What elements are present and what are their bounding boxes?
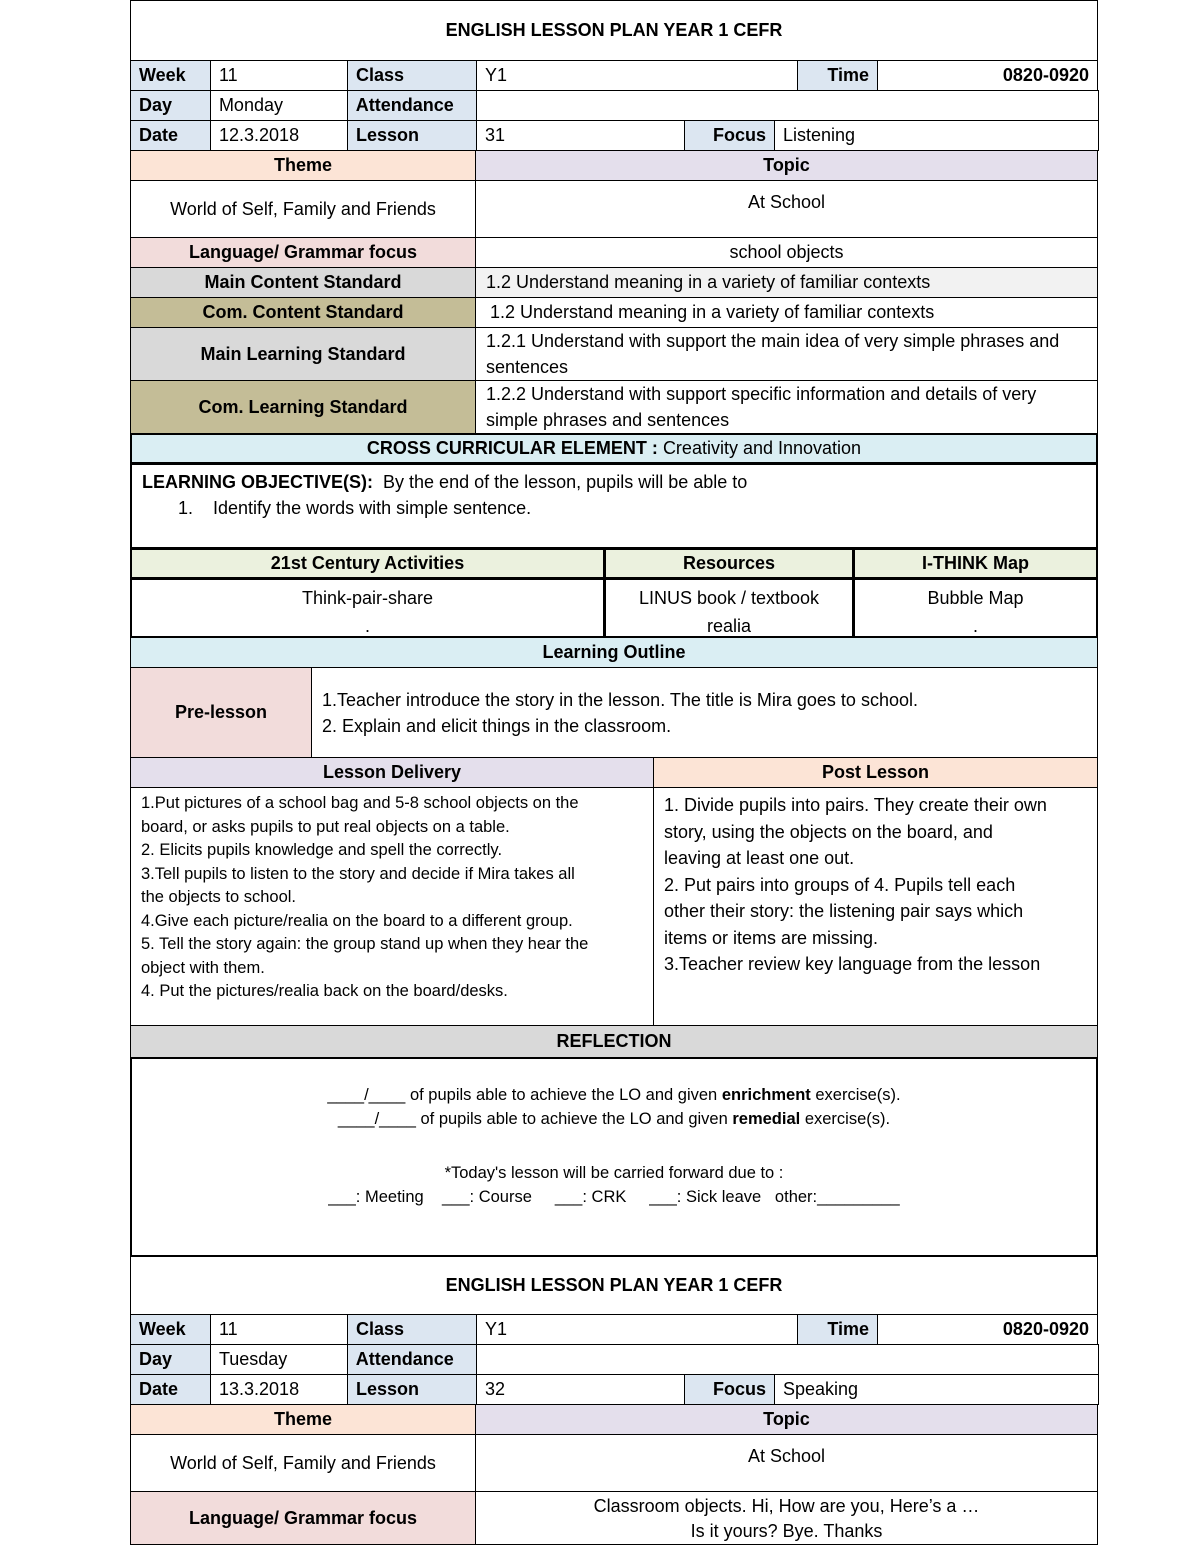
post-line: leaving at least one out. bbox=[664, 848, 855, 868]
grammar-line: Classroom objects. Hi, How are you, Here’s a … bbox=[593, 1496, 980, 1516]
date-value: 12.3.2018 bbox=[210, 120, 348, 151]
resources-label: Resources bbox=[604, 548, 854, 579]
com-learning-label: Com. Learning Standard bbox=[130, 380, 476, 434]
delivery-line: 3.Tell pupils to listen to the story and decide if Mira takes all bbox=[141, 864, 575, 883]
time-label: Time bbox=[797, 60, 878, 91]
pre-lesson-label: Pre-lesson bbox=[130, 667, 312, 758]
reflection-text: ____/____ of pupils able to achieve the LO and given bbox=[337, 1110, 733, 1128]
plan2-title-row bbox=[130, 1256, 1098, 1314]
resource-line: LINUS book / textbook bbox=[638, 588, 820, 608]
resources-value bbox=[604, 578, 854, 638]
main-content-value: 1.2 Understand meaning in a variety of familiar contexts bbox=[475, 267, 1098, 298]
ithink-line: Bubble Map bbox=[927, 588, 1024, 608]
plan1-reflection-header-row bbox=[130, 1025, 1098, 1057]
lesson-delivery-value bbox=[130, 787, 654, 1026]
resource-line: realia bbox=[706, 616, 752, 636]
grammar-line: Is it yours? Bye. Thanks bbox=[690, 1521, 883, 1541]
plan1-delivery-header-row bbox=[130, 757, 1098, 787]
plan1-theme-header-row bbox=[130, 150, 1098, 180]
pre-lesson-value bbox=[311, 667, 1098, 758]
attendance-label: Attendance bbox=[347, 90, 477, 121]
plan-title: ENGLISH LESSON PLAN YEAR 1 CEFR bbox=[130, 1256, 1098, 1315]
pre-lesson-line: 2. Explain and elicit things in the classroom. bbox=[322, 715, 672, 736]
focus-value: Listening bbox=[774, 120, 1099, 151]
grammar-label: Language/ Grammar focus bbox=[130, 1491, 476, 1545]
ithink-value bbox=[853, 578, 1098, 638]
main-learning-label: Main Learning Standard bbox=[130, 327, 476, 381]
day-value: Monday bbox=[210, 90, 348, 121]
topic-value: At School bbox=[475, 1434, 1098, 1492]
plan1-grammar-row bbox=[130, 237, 1098, 267]
class-value: Y1 bbox=[476, 60, 798, 91]
pre-lesson-line: 1.Teacher introduce the story in the lesson. The title is Mira goes to school. bbox=[322, 689, 918, 710]
cross-value: Creativity and Innovation bbox=[662, 438, 862, 459]
cross-curricular bbox=[130, 433, 1098, 464]
lesson-label: Lesson bbox=[347, 1374, 477, 1405]
delivery-line: 2. Elicits pupils knowledge and spell the correctly. bbox=[141, 841, 503, 859]
lesson-value: 31 bbox=[476, 120, 685, 151]
plan2-grammar-row bbox=[130, 1491, 1098, 1544]
lesson-label: Lesson bbox=[347, 120, 477, 151]
theme-value: World of Self, Family and Friends bbox=[130, 180, 476, 238]
main-content-label: Main Content Standard bbox=[130, 267, 476, 298]
objective-item: 1. Identify the words with simple sentence. bbox=[178, 498, 532, 518]
focus-label: Focus bbox=[684, 120, 775, 151]
plan1-main-content-row bbox=[130, 267, 1098, 297]
reflection-body bbox=[130, 1057, 1098, 1257]
topic-label: Topic bbox=[475, 150, 1098, 181]
time-label: Time bbox=[797, 1314, 878, 1345]
focus-label: Focus bbox=[684, 1374, 775, 1405]
plan1-date-row bbox=[130, 120, 1098, 150]
plan2-date-row bbox=[130, 1374, 1098, 1404]
plan1-day-row bbox=[130, 90, 1098, 120]
theme-label: Theme bbox=[130, 1404, 476, 1435]
cross-label: CROSS CURRICULAR ELEMENT : bbox=[366, 438, 658, 459]
reflection-bold: enrichment bbox=[721, 1086, 811, 1104]
post-line: 3.Teacher review key language from the lesson bbox=[664, 954, 1041, 974]
plan1-pre-lesson-row bbox=[130, 667, 1098, 757]
focus-value: Speaking bbox=[774, 1374, 1099, 1405]
activities-label: 21st Century Activities bbox=[130, 548, 605, 579]
main-learning-value: 1.2.1 Understand with support the main idea of very simple phrases and sentences bbox=[475, 327, 1098, 381]
post-line: 2. Put pairs into groups of 4. Pupils tell each bbox=[664, 874, 1016, 895]
lesson-delivery-label: Lesson Delivery bbox=[130, 757, 654, 788]
week-value: 11 bbox=[210, 60, 348, 91]
delivery-line: 4. Put the pictures/realia back on the board/desks. bbox=[141, 982, 508, 1000]
grammar-value bbox=[475, 1491, 1098, 1545]
ithink-line: . bbox=[972, 616, 978, 636]
com-content-value: 1.2 Understand meaning in a variety of familiar contexts bbox=[475, 297, 1098, 328]
time-value: 0820-0920 bbox=[877, 1314, 1098, 1345]
plan1-activities-row bbox=[130, 578, 1098, 637]
class-value: Y1 bbox=[476, 1314, 798, 1345]
theme-label: Theme bbox=[130, 150, 476, 181]
plan1-cross-row bbox=[130, 433, 1098, 463]
week-label: Week bbox=[130, 60, 211, 91]
delivery-line: 5. Tell the story again: the group stand up when they hear the bbox=[141, 935, 589, 953]
grammar-value: school objects bbox=[475, 237, 1098, 268]
post-lesson-value bbox=[653, 787, 1098, 1026]
plan1-outline-row bbox=[130, 637, 1098, 667]
class-label: Class bbox=[347, 60, 477, 91]
plan2-week-row bbox=[130, 1314, 1098, 1344]
activity-line: Think-pair-share bbox=[301, 588, 434, 608]
lesson-plan-sheet bbox=[130, 0, 1098, 1544]
reflection-text: exercise(s). bbox=[800, 1110, 891, 1128]
delivery-line: object with them. bbox=[141, 958, 265, 977]
plan1-title-row bbox=[130, 0, 1098, 60]
date-label: Date bbox=[130, 120, 211, 151]
attendance-label: Attendance bbox=[347, 1344, 477, 1375]
reflection-bold: remedial bbox=[732, 1110, 801, 1128]
plan2-theme-header-row bbox=[130, 1404, 1098, 1434]
plan1-reflection-row bbox=[130, 1057, 1098, 1256]
post-line: items or items are missing. bbox=[664, 927, 879, 948]
learning-objectives bbox=[130, 463, 1098, 549]
day-label: Day bbox=[130, 1344, 211, 1375]
topic-label: Topic bbox=[475, 1404, 1098, 1435]
day-label: Day bbox=[130, 90, 211, 121]
week-label: Week bbox=[130, 1314, 211, 1345]
plan-title: ENGLISH LESSON PLAN YEAR 1 CEFR bbox=[130, 0, 1098, 61]
post-line: 1. Divide pupils into pairs. They create their own bbox=[664, 795, 1047, 815]
plan1-com-content-row bbox=[130, 297, 1098, 327]
plan1-week-row bbox=[130, 60, 1098, 90]
week-value: 11 bbox=[210, 1314, 348, 1345]
learning-outline-label: Learning Outline bbox=[130, 637, 1098, 668]
objectives-intro: By the end of the lesson, pupils will be able to bbox=[383, 472, 748, 492]
date-value: 13.3.2018 bbox=[210, 1374, 348, 1405]
delivery-line: the objects to school. bbox=[141, 888, 297, 906]
plan1-main-learning-row bbox=[130, 327, 1098, 380]
attendance-value bbox=[476, 1344, 1099, 1375]
reflection-reasons: ___: Meeting ___: Course ___: CRK ___: Sick leave other:_________ bbox=[328, 1188, 900, 1206]
lesson-value: 32 bbox=[476, 1374, 685, 1405]
plan2-theme-row bbox=[130, 1434, 1098, 1491]
theme-value: World of Self, Family and Friends bbox=[130, 1434, 476, 1492]
grammar-label: Language/ Grammar focus bbox=[130, 237, 476, 268]
plan1-activities-header-row bbox=[130, 548, 1098, 578]
com-learning-value: 1.2.2 Understand with support specific information and details of very simple phrases and sentences bbox=[475, 380, 1098, 434]
time-value: 0820-0920 bbox=[877, 60, 1098, 91]
date-label: Date bbox=[130, 1374, 211, 1405]
topic-value: At School bbox=[475, 180, 1098, 238]
post-lesson-label: Post Lesson bbox=[653, 757, 1098, 788]
reflection-remedial bbox=[338, 1107, 890, 1131]
reflection-carry-forward: *Today's lesson will be carried forward due to : bbox=[444, 1164, 784, 1182]
class-label: Class bbox=[347, 1314, 477, 1345]
attendance-value bbox=[476, 90, 1099, 121]
post-line: story, using the objects on the board, and bbox=[664, 821, 993, 842]
post-line: other their story: the listening pair says which bbox=[664, 901, 1024, 921]
day-value: Tuesday bbox=[210, 1344, 348, 1375]
delivery-line: 4.Give each picture/realia on the board to a different group. bbox=[141, 911, 573, 930]
plan1-objectives-row bbox=[130, 463, 1098, 548]
plan1-theme-row bbox=[130, 180, 1098, 237]
reflection-text: ____/____ of pupils able to achieve the LO and given bbox=[327, 1086, 722, 1104]
reflection-text: exercise(s). bbox=[810, 1086, 901, 1104]
delivery-line: 1.Put pictures of a school bag and 5-8 school objects on the bbox=[141, 794, 579, 812]
objectives-label: LEARNING OBJECTIVE(S): bbox=[142, 472, 374, 492]
ithink-label: I-THINK Map bbox=[853, 548, 1098, 579]
activity-line: . bbox=[364, 616, 370, 636]
reflection-label: REFLECTION bbox=[130, 1025, 1098, 1058]
plan2-day-row bbox=[130, 1344, 1098, 1374]
com-content-label: Com. Content Standard bbox=[130, 297, 476, 328]
reflection-enrichment bbox=[327, 1083, 900, 1107]
plan1-com-learning-row bbox=[130, 380, 1098, 433]
activities-value bbox=[130, 578, 605, 638]
plan1-delivery-row bbox=[130, 787, 1098, 1025]
delivery-line: board, or asks pupils to put real objects on a table. bbox=[141, 817, 510, 836]
